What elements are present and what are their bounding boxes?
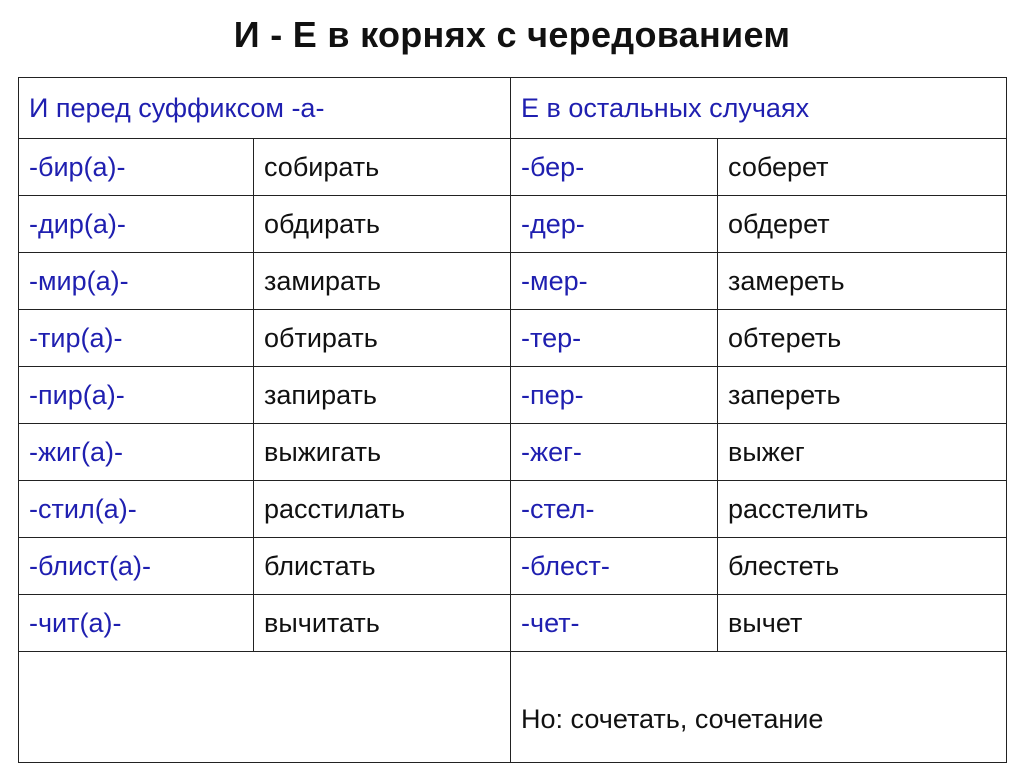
example-with-e: обтереть <box>718 310 1007 367</box>
table-body <box>19 139 1007 652</box>
example-with-i: блистать <box>254 538 511 595</box>
root-with-i: -дир(а)- <box>19 196 254 253</box>
table-header-row <box>19 78 1007 139</box>
root-with-e: -тер- <box>511 310 718 367</box>
root-with-i: -стил(а)- <box>19 481 254 538</box>
table-row <box>19 424 1007 481</box>
root-with-e: -дер- <box>511 196 718 253</box>
example-with-i: вычитать <box>254 595 511 652</box>
example-with-i: обдирать <box>254 196 511 253</box>
table-row <box>19 196 1007 253</box>
root-with-i: -жиг(а)- <box>19 424 254 481</box>
example-with-i: расстилать <box>254 481 511 538</box>
table-row <box>19 538 1007 595</box>
example-with-i: выжигать <box>254 424 511 481</box>
exception-note: Но: сочетать, сочетание <box>511 652 1007 763</box>
exception-row <box>19 652 1007 763</box>
root-with-i: -мир(а)- <box>19 253 254 310</box>
header-i-before-suffix: И перед суффиксом -а- <box>19 78 511 139</box>
root-with-i: -тир(а)- <box>19 310 254 367</box>
example-with-e: обдерет <box>718 196 1007 253</box>
example-with-e: вычет <box>718 595 1007 652</box>
example-with-e: выжег <box>718 424 1007 481</box>
example-with-i: замирать <box>254 253 511 310</box>
example-with-e: замереть <box>718 253 1007 310</box>
example-with-i: запирать <box>254 367 511 424</box>
example-with-i: обтирать <box>254 310 511 367</box>
root-with-e: -мер- <box>511 253 718 310</box>
example-with-e: блестеть <box>718 538 1007 595</box>
root-with-i: -пир(а)- <box>19 367 254 424</box>
root-with-e: -стел- <box>511 481 718 538</box>
example-with-e: расстелить <box>718 481 1007 538</box>
root-with-e: -чет- <box>511 595 718 652</box>
page-title: И - Е в корнях с чередованием <box>233 14 791 55</box>
example-with-e: запереть <box>718 367 1007 424</box>
table-row <box>19 253 1007 310</box>
header-e-other-cases: Е в остальных случаях <box>511 78 1007 139</box>
root-with-e: -блест- <box>511 538 718 595</box>
table-row <box>19 310 1007 367</box>
table-row <box>19 595 1007 652</box>
root-with-e: -бер- <box>511 139 718 196</box>
root-with-e: -пер- <box>511 367 718 424</box>
example-with-e: соберет <box>718 139 1007 196</box>
table-row <box>19 139 1007 196</box>
root-with-e: -жег- <box>511 424 718 481</box>
example-with-i: собирать <box>254 139 511 196</box>
alternation-table <box>18 77 1007 763</box>
table-row <box>19 481 1007 538</box>
root-with-i: -бир(а)- <box>19 139 254 196</box>
empty-cell <box>19 652 511 763</box>
root-with-i: -чит(а)- <box>19 595 254 652</box>
table-row <box>19 367 1007 424</box>
root-with-i: -блист(а)- <box>19 538 254 595</box>
